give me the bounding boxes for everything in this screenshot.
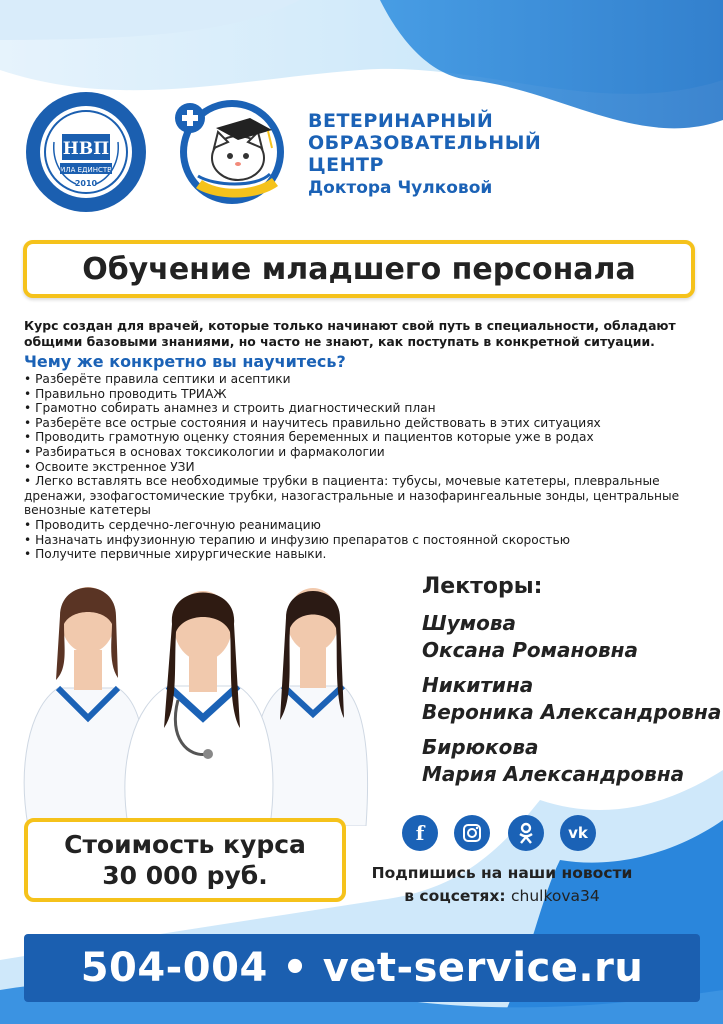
price-value: 30 000 руб. <box>102 861 268 890</box>
lecturer-first-name: Мария Александровна <box>422 762 685 786</box>
social-handle[interactable]: chulkova34 <box>511 887 600 905</box>
lecturer-first-name: Вероника Александровна <box>422 700 722 724</box>
facebook-icon[interactable] <box>402 815 438 851</box>
lecturer-last-name: Шумова <box>422 611 516 635</box>
list-item: • Разберёте все острые состояния и научитесь правильно действовать в этих ситуациях <box>24 416 704 431</box>
list-item: • Проводить грамотную оценку стояния беременных и пациентов которые уже в родах <box>24 430 704 445</box>
lecturer-last-name: Никитина <box>422 673 534 697</box>
subscribe-line <box>352 885 652 908</box>
lecturer-first-name: Оксана Романовна <box>422 638 638 662</box>
svg-text:СИЛА ЕДИНСТВА: СИЛА ЕДИНСТВА <box>55 166 117 174</box>
list-item: • Назначать инфузионную терапию и инфузию препаратов с постоянной скоростью <box>24 533 704 548</box>
org-name-line: ВЕТЕРИНАРНЫЙ <box>308 110 494 132</box>
contact-phone-website[interactable]: 504-004 • vet-service.ru <box>80 945 644 991</box>
lecturers-title: Лекторы: <box>422 574 543 599</box>
org-name-line: ЦЕНТР <box>308 154 384 176</box>
org-name <box>308 110 608 199</box>
org-name-subtitle: Доктора Чулковой <box>308 178 493 198</box>
list-item: • Правильно проводить ТРИАЖ <box>24 387 704 402</box>
lecturer-item <box>422 672 721 726</box>
list-item: • Проводить сердечно-легочную реанимацию <box>24 518 704 533</box>
subscribe-label: в соцсетях: <box>404 887 506 905</box>
subscribe-text <box>352 862 652 908</box>
svg-text:НВП: НВП <box>62 139 110 159</box>
nvp-seal-logo <box>24 90 148 214</box>
facebook-letter: f <box>415 821 425 845</box>
lecturer-item <box>422 734 684 788</box>
list-item: • Грамотно собирать анамнез и строить диагностический план <box>24 401 704 416</box>
lecturers-photo <box>8 568 370 826</box>
odnoklassniki-icon[interactable] <box>508 815 544 851</box>
vk-letters: vk <box>568 824 588 842</box>
subscribe-line: Подпишись на наши новости <box>371 864 633 882</box>
cat-graduate-logo <box>168 96 296 206</box>
list-item: • Разбираться в основах токсикологии и фармакологии <box>24 445 704 460</box>
org-name-line: ОБРАЗОВАТЕЛЬНЫЙ <box>308 132 542 154</box>
price-box <box>24 818 346 902</box>
lecturer-last-name: Бирюкова <box>422 735 539 759</box>
vk-icon[interactable] <box>560 815 596 851</box>
contact-footer <box>24 934 700 1002</box>
svg-text:2010: 2010 <box>74 179 98 188</box>
list-item: • Разберёте правила септики и асептики <box>24 372 704 387</box>
learn-list <box>24 372 704 562</box>
price-label: Стоимость курса <box>64 830 306 859</box>
learn-heading: Чему же конкретно вы научитесь? <box>24 352 346 371</box>
course-intro: Курс создан для врачей, которые только начинают свой путь в специальности, обладают общими базовыми знаниями, но часто не знают, как поступать в конкретной ситуации. <box>24 318 676 349</box>
list-item: • Получите первичные хирургические навыки. <box>24 547 704 562</box>
lecturer-item <box>422 610 638 664</box>
course-title-box <box>23 240 695 298</box>
course-title: Обучение младшего персонала <box>82 251 636 287</box>
instagram-icon[interactable] <box>454 815 490 851</box>
list-item: • Освоите экстренное УЗИ <box>24 460 704 475</box>
list-item: • Легко вставлять все необходимые трубки в пациента: тубусы, мочевые катетеры, плевральные дренажи, эзофагостомические трубки, назогастральные и назофарингеальные зонды, центральные венозные катетеры <box>24 474 704 518</box>
